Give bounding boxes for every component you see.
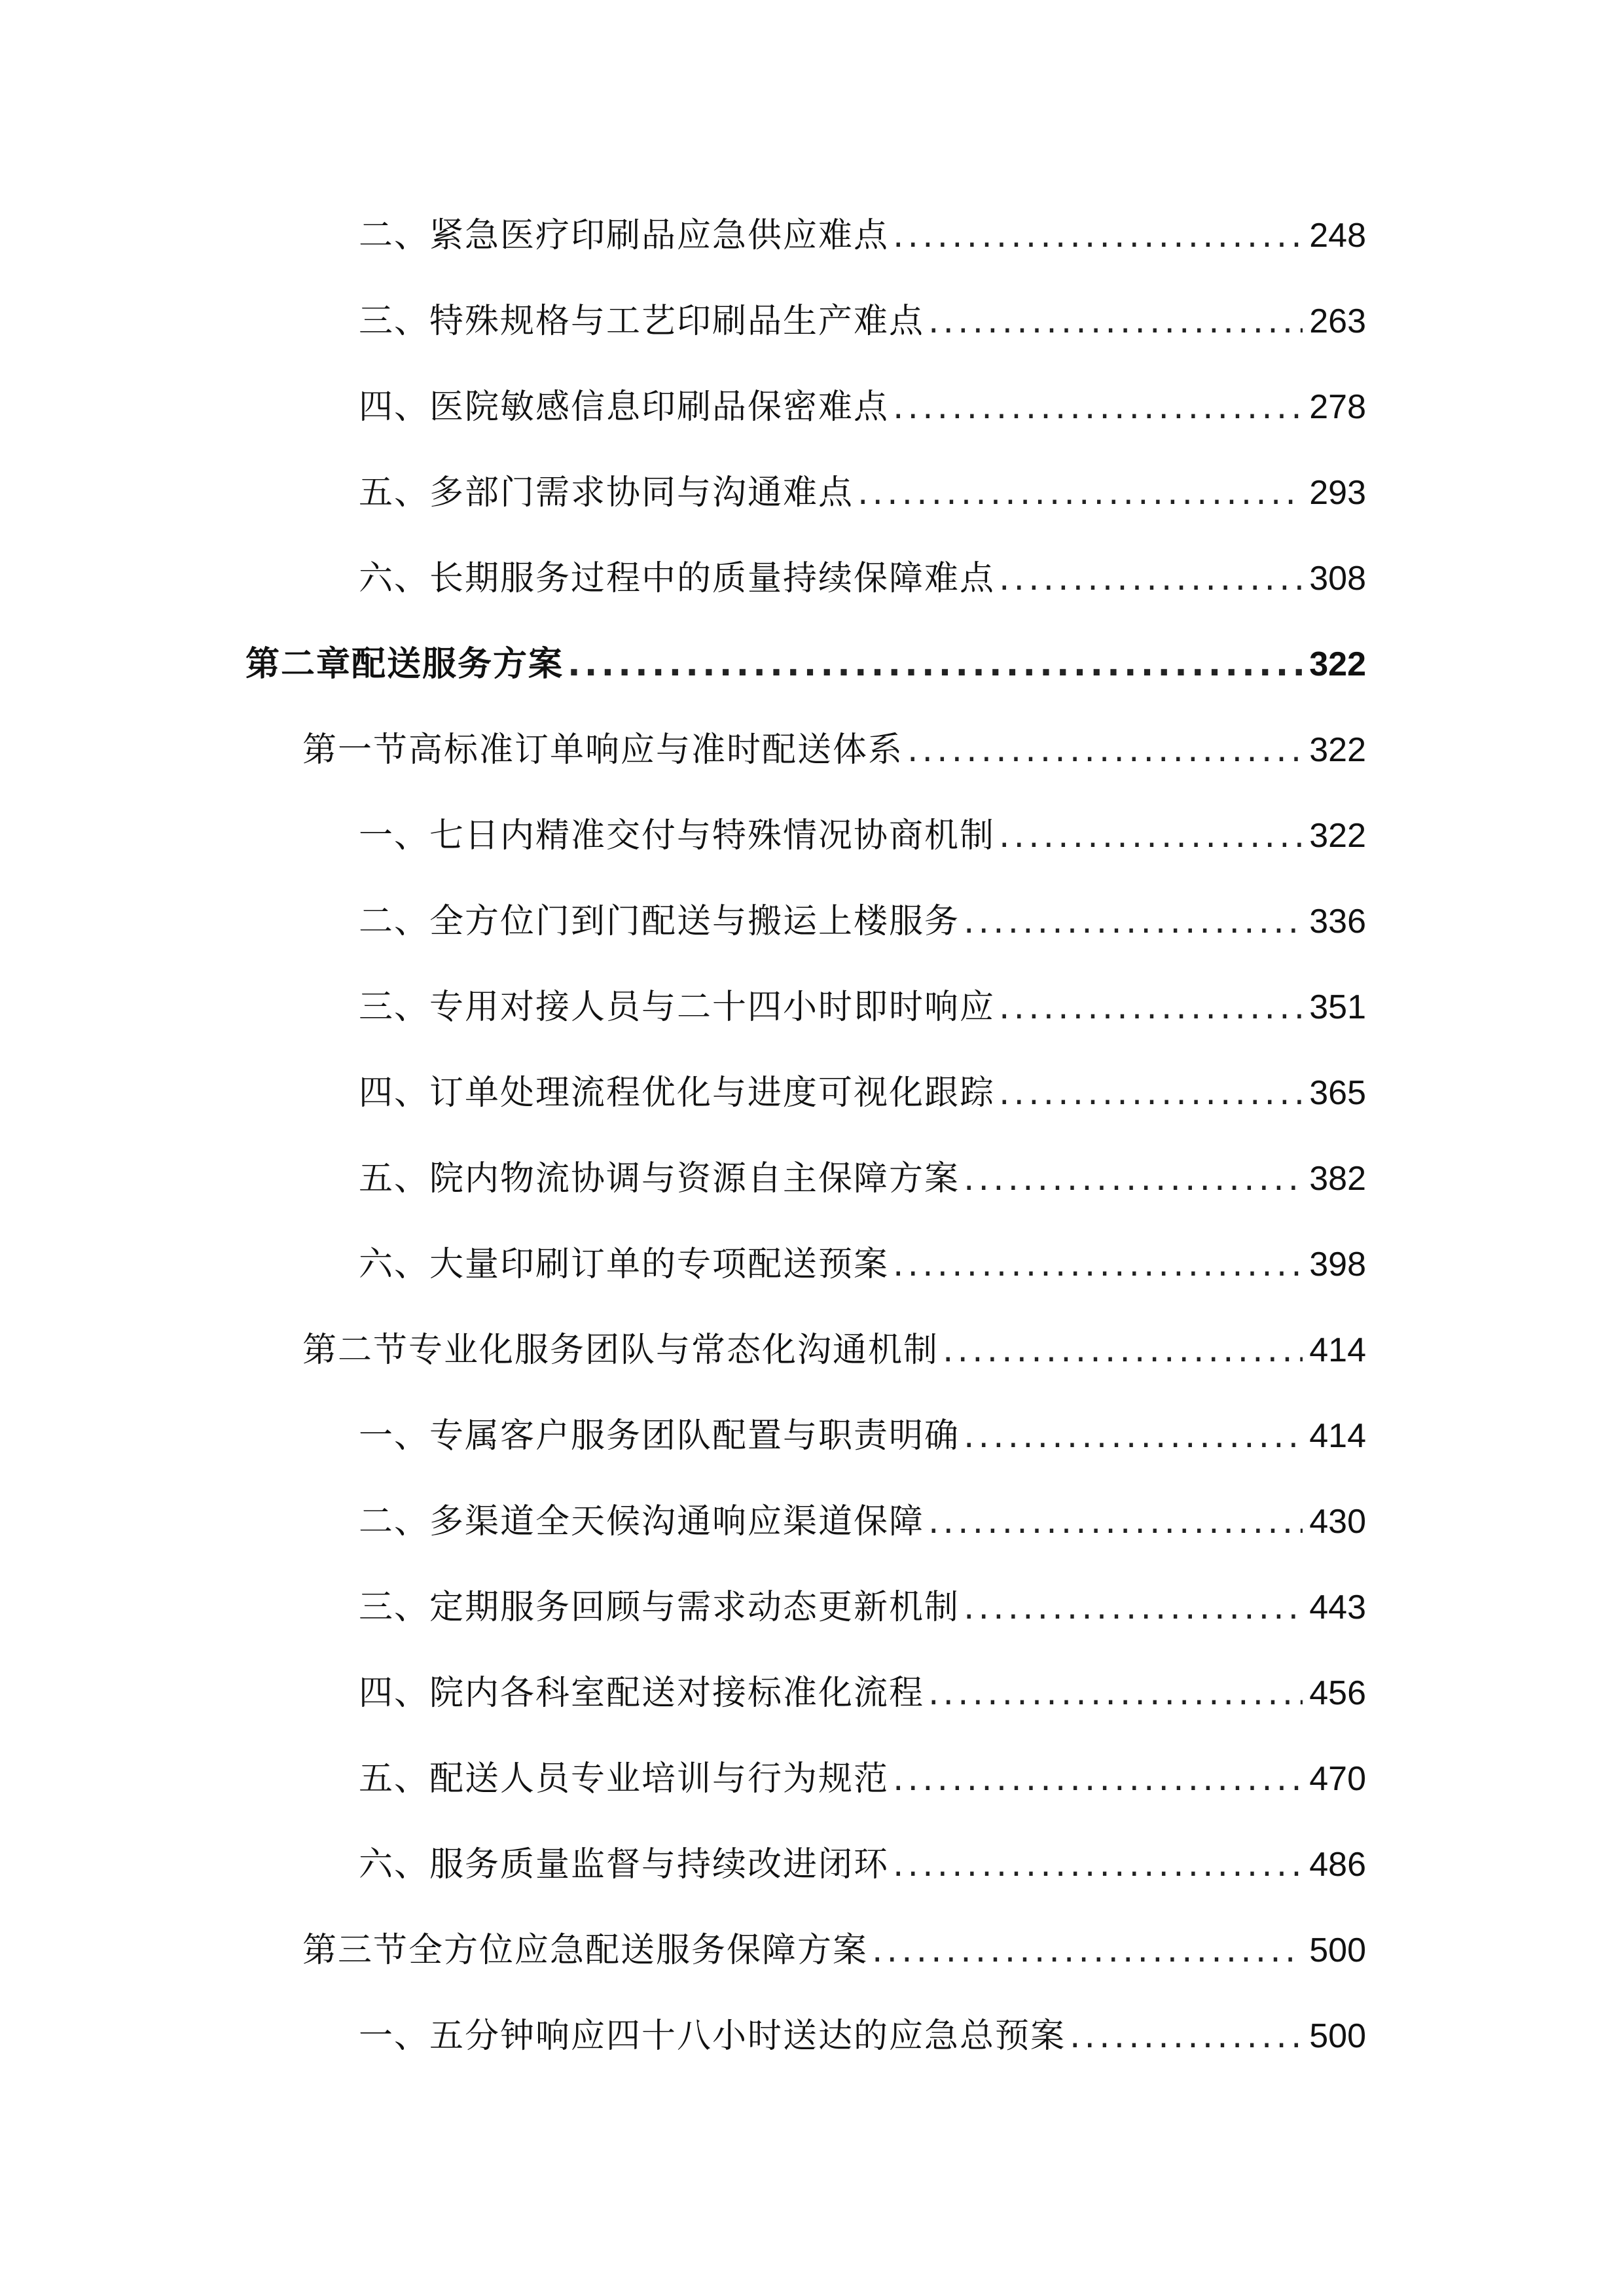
toc-entry-title: 五、配送人员专业培训与行为规范 bbox=[359, 1759, 890, 1799]
dot-leader bbox=[999, 546, 1303, 611]
dot-leader bbox=[857, 460, 1303, 526]
toc-entry-title: 一、专属客户服务团队配置与职责明确 bbox=[359, 1416, 960, 1456]
toc-entry-title: 五、多部门需求协同与沟通难点 bbox=[359, 473, 854, 512]
toc-entry-title: 第二章配送服务方案 bbox=[245, 645, 564, 684]
toc-entry-page: 322 bbox=[1309, 731, 1366, 769]
toc-entry-page: 500 bbox=[1309, 2017, 1366, 2055]
dot-leader bbox=[928, 1660, 1303, 1726]
dot-leader bbox=[893, 1746, 1303, 1812]
toc-entry-title: 一、七日内精准交付与特殊情况协商机制 bbox=[359, 816, 996, 855]
dot-leader bbox=[893, 1832, 1303, 1897]
toc-entry[interactable] bbox=[359, 889, 1366, 954]
toc-entry-title: 四、订单处理流程优化与进度可视化跟踪 bbox=[359, 1073, 996, 1113]
toc-entry[interactable] bbox=[359, 1489, 1366, 1554]
toc-entry-page: 414 bbox=[1309, 1417, 1366, 1455]
toc-entry[interactable] bbox=[359, 289, 1366, 354]
toc-entry-title: 六、长期服务过程中的质量持续保障难点 bbox=[359, 559, 996, 598]
toc-entry-title: 第二节专业化服务团队与常态化沟通机制 bbox=[302, 1331, 939, 1370]
toc-entry[interactable] bbox=[359, 203, 1366, 268]
toc-entry[interactable] bbox=[359, 460, 1366, 526]
dot-leader bbox=[893, 1232, 1303, 1297]
toc-entry-page: 365 bbox=[1309, 1074, 1366, 1112]
toc-entry-page: 456 bbox=[1309, 1674, 1366, 1712]
toc-entry-title: 六、大量印刷订单的专项配送预案 bbox=[359, 1245, 890, 1284]
toc-entry[interactable] bbox=[359, 803, 1366, 869]
dot-leader bbox=[999, 803, 1303, 869]
dot-leader bbox=[964, 1575, 1303, 1640]
dot-leader bbox=[928, 1489, 1303, 1554]
toc-entry-page: 382 bbox=[1309, 1160, 1366, 1198]
dot-leader bbox=[999, 975, 1303, 1040]
toc-entry-page: 336 bbox=[1309, 903, 1366, 941]
toc-chapter-entry[interactable] bbox=[245, 632, 1366, 697]
toc-entry-page: 398 bbox=[1309, 1246, 1366, 1283]
toc-entry-page: 263 bbox=[1309, 302, 1366, 340]
toc-entry-page: 430 bbox=[1309, 1503, 1366, 1541]
toc-entry-page: 322 bbox=[1309, 645, 1366, 683]
dot-leader bbox=[907, 717, 1303, 783]
toc-entry-title: 三、专用对接人员与二十四小时即时响应 bbox=[359, 988, 996, 1027]
dot-leader bbox=[964, 1403, 1303, 1469]
dot-leader bbox=[1070, 2003, 1303, 2069]
toc-entry-title: 第一节高标准订单响应与准时配送体系 bbox=[302, 730, 904, 770]
toc-entry-title: 四、医院敏感信息印刷品保密难点 bbox=[359, 387, 890, 427]
dot-leader bbox=[893, 374, 1303, 440]
toc-entry[interactable] bbox=[359, 2003, 1366, 2069]
toc-entry-page: 443 bbox=[1309, 1588, 1366, 1626]
dot-leader bbox=[893, 203, 1303, 268]
dot-leader bbox=[872, 1918, 1303, 1983]
toc-entry-page: 248 bbox=[1309, 217, 1366, 255]
toc-entry[interactable] bbox=[359, 1146, 1366, 1211]
toc-entry-page: 486 bbox=[1309, 1846, 1366, 1884]
toc-entry[interactable] bbox=[359, 1832, 1366, 1897]
toc-entry-page: 500 bbox=[1309, 1931, 1366, 1969]
dot-leader bbox=[943, 1318, 1303, 1383]
toc-section-entry[interactable] bbox=[302, 717, 1366, 783]
toc-entry-title: 二、紧急医疗印刷品应急供应难点 bbox=[359, 216, 890, 255]
toc-section-entry[interactable] bbox=[302, 1918, 1366, 1983]
toc-entry-title: 五、院内物流协调与资源自主保障方案 bbox=[359, 1159, 960, 1198]
toc-entry[interactable] bbox=[359, 1746, 1366, 1812]
toc-entry[interactable] bbox=[359, 975, 1366, 1040]
toc-entry-title: 四、院内各科室配送对接标准化流程 bbox=[359, 1674, 925, 1713]
toc-entry[interactable] bbox=[359, 1060, 1366, 1126]
toc-entry-title: 一、五分钟响应四十八小时送达的应急总预案 bbox=[359, 2017, 1066, 2056]
toc-section-entry[interactable] bbox=[302, 1318, 1366, 1383]
toc-entry-page: 351 bbox=[1309, 988, 1366, 1026]
toc-entry[interactable] bbox=[359, 1575, 1366, 1640]
toc-entry[interactable] bbox=[359, 546, 1366, 611]
toc-entry-title: 二、多渠道全天候沟通响应渠道保障 bbox=[359, 1502, 925, 1541]
toc-entry[interactable] bbox=[359, 374, 1366, 440]
toc-entry-page: 293 bbox=[1309, 474, 1366, 512]
toc-entry-title: 二、全方位门到门配送与搬运上楼服务 bbox=[359, 902, 960, 941]
toc-entry[interactable] bbox=[359, 1232, 1366, 1297]
toc-entry-page: 470 bbox=[1309, 1760, 1366, 1798]
toc-entry-title: 三、定期服务回顾与需求动态更新机制 bbox=[359, 1588, 960, 1627]
toc-entry[interactable] bbox=[359, 1660, 1366, 1726]
toc-entry-title: 第三节全方位应急配送服务保障方案 bbox=[302, 1931, 869, 1970]
toc-entry-page: 278 bbox=[1309, 388, 1366, 426]
toc-entry-page: 414 bbox=[1309, 1331, 1366, 1369]
toc-entry-page: 308 bbox=[1309, 560, 1366, 598]
dot-leader bbox=[928, 289, 1303, 354]
dot-leader bbox=[964, 1146, 1303, 1211]
toc-entry[interactable] bbox=[359, 1403, 1366, 1469]
dot-leader bbox=[568, 632, 1303, 697]
dot-leader bbox=[964, 889, 1303, 954]
dot-leader bbox=[999, 1060, 1303, 1126]
toc-entry-title: 六、服务质量监督与持续改进闭环 bbox=[359, 1845, 890, 1884]
toc-entry-title: 三、特殊规格与工艺印刷品生产难点 bbox=[359, 302, 925, 341]
toc-entry-page: 322 bbox=[1309, 817, 1366, 855]
